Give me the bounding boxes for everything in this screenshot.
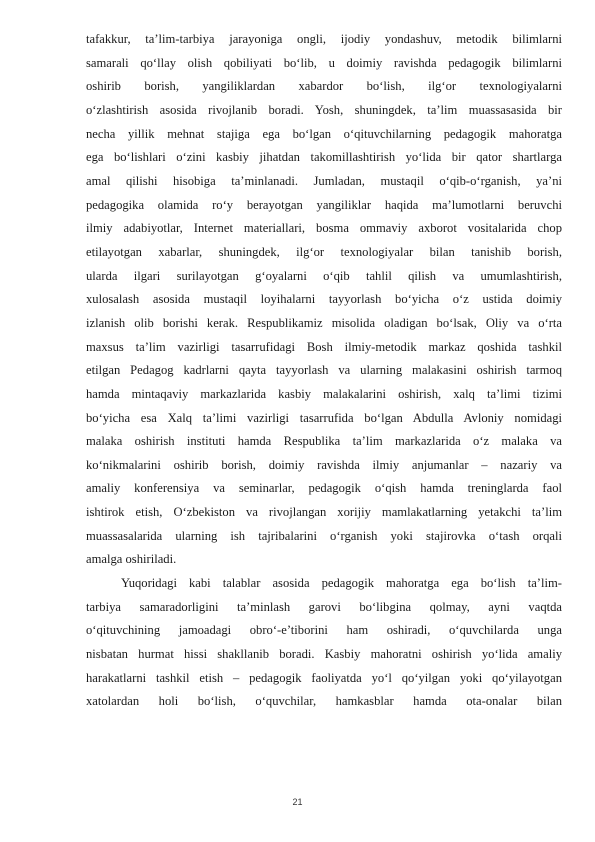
- paragraph-end-line: amalga oshiriladi.: [86, 552, 177, 567]
- text-line: muassasalarida ularning ish tajribalarini o‘rganish yoki stajirovka o‘tash orqali: [86, 528, 562, 543]
- paragraph-first-line: Yuqoridagi kabi talablar asosida pedagogik mahoratga ega bo‘lish ta’lim-: [121, 576, 562, 591]
- text-line: etilgan Pedagog kadrlarni qayta tayyorlash va ularning malakasini oshirish tarmoq: [86, 363, 562, 378]
- text-line: necha yillik mehnat stajiga ega bo‘lgan o‘qituvchilarning pedagogik mahoratga: [86, 126, 562, 141]
- text-line: amal qilishi hisobiga ta’minlanadi. Jumladan, mustaqil o‘qib-o‘rganish, ya’ni: [86, 173, 562, 188]
- text-line: ishtirok etish, O‘zbekiston va rivojlangan xorijiy mamlakatlarning yetakchi ta’lim: [86, 505, 562, 520]
- text-line: maxsus ta’lim vazirligi tasarrufidagi Bosh ilmiy-metodik markaz qoshida tashkil: [86, 339, 562, 354]
- text-line: harakatlarni tashkil etish – pedagogik faoliyatda yo‘l qo‘yilgan yoki qo‘yilayotgan: [86, 670, 562, 685]
- text-line: o‘zlashtirish asosida rivojlanib boradi. Yosh, shuningdek, ta’lim muassasasida bir: [86, 102, 562, 117]
- text-line: tafakkur, ta’lim-tarbiya jarayoniga ongli, ijodiy yondashuv, metodik bilimlarni: [86, 32, 562, 46]
- text-line: malaka oshirish instituti hamda Respublika ta’lim markazlarida o‘z malaka va: [86, 434, 562, 449]
- text-line: bo‘yicha esa Xalq ta’limi vazirligi tasarrufida bo‘lgan Abdulla Avloniy nomidagi: [86, 410, 562, 425]
- text-line: xulosalash asosida mustaqil loyihalarni tayyorlash bo‘yicha o‘z ustida doimiy: [86, 292, 562, 307]
- body-text: [86, 28, 562, 714]
- text-line: pedagogika olamida ro‘y berayotgan yangiliklar haqida ma’lumotlarni beruvchi: [86, 197, 562, 212]
- text-line: o‘qituvchining jamoadagi obro‘-e’tiborini ham oshiradi, o‘quvchilarda unga: [86, 623, 562, 638]
- text-line: ilmiy adabiyotlar, Internet materiallari, bosma ommaviy axborot vositalarida chop: [86, 221, 562, 236]
- text-line: amaliy konferensiya va seminarlar, pedagogik o‘qish hamda treninglarda faol: [86, 481, 562, 496]
- text-line: oshirib borish, yangiliklardan xabardor bo‘lish, ilg‘or texnologiyalarni: [86, 79, 562, 94]
- text-line: ularda ilgari surilayotgan g‘oyalarni o‘qib tahlil qilish va umumlashtirish,: [86, 268, 562, 283]
- text-line: nisbatan hurmat hissi shakllanib boradi. Kasbiy mahoratni oshirish yo‘lida amaliy: [86, 647, 562, 662]
- text-line: ko‘nikmalarini oshirib borish, doimiy ravishda ilmiy anjumanlar – nazariy va: [86, 457, 562, 472]
- text-line: tarbiya samaradorligini ta’minlash garovi bo‘libgina qolmay, ayni vaqtda: [86, 599, 562, 614]
- text-line: ega bo‘lishlari o‘zini kasbiy jihatdan takomillashtirish yo‘lida bir qator shartlarga: [86, 150, 562, 165]
- text-line: samarali qo‘llay olish qobiliyati bo‘lib, u doimiy ravishda pedagogik bilimlarni: [86, 55, 562, 70]
- text-line: hamda mintaqaviy markazlarida kasbiy malakalarini oshirish, xalq ta’limi tizimi: [86, 386, 562, 401]
- text-line: xatolardan holi bo‘lish, o‘quvchilar, hamkasblar hamda ota-onalar bilan: [86, 694, 562, 709]
- page-number: 21: [292, 797, 303, 807]
- text-line: izlanish olib borishi kerak. Respublikamiz misolida oladigan bo‘lsak, Oliy va o‘rta: [86, 315, 562, 330]
- text-line: etilayotgan xabarlar, shuningdek, ilg‘or texnologiyalar bilan tanishib borish,: [86, 244, 562, 259]
